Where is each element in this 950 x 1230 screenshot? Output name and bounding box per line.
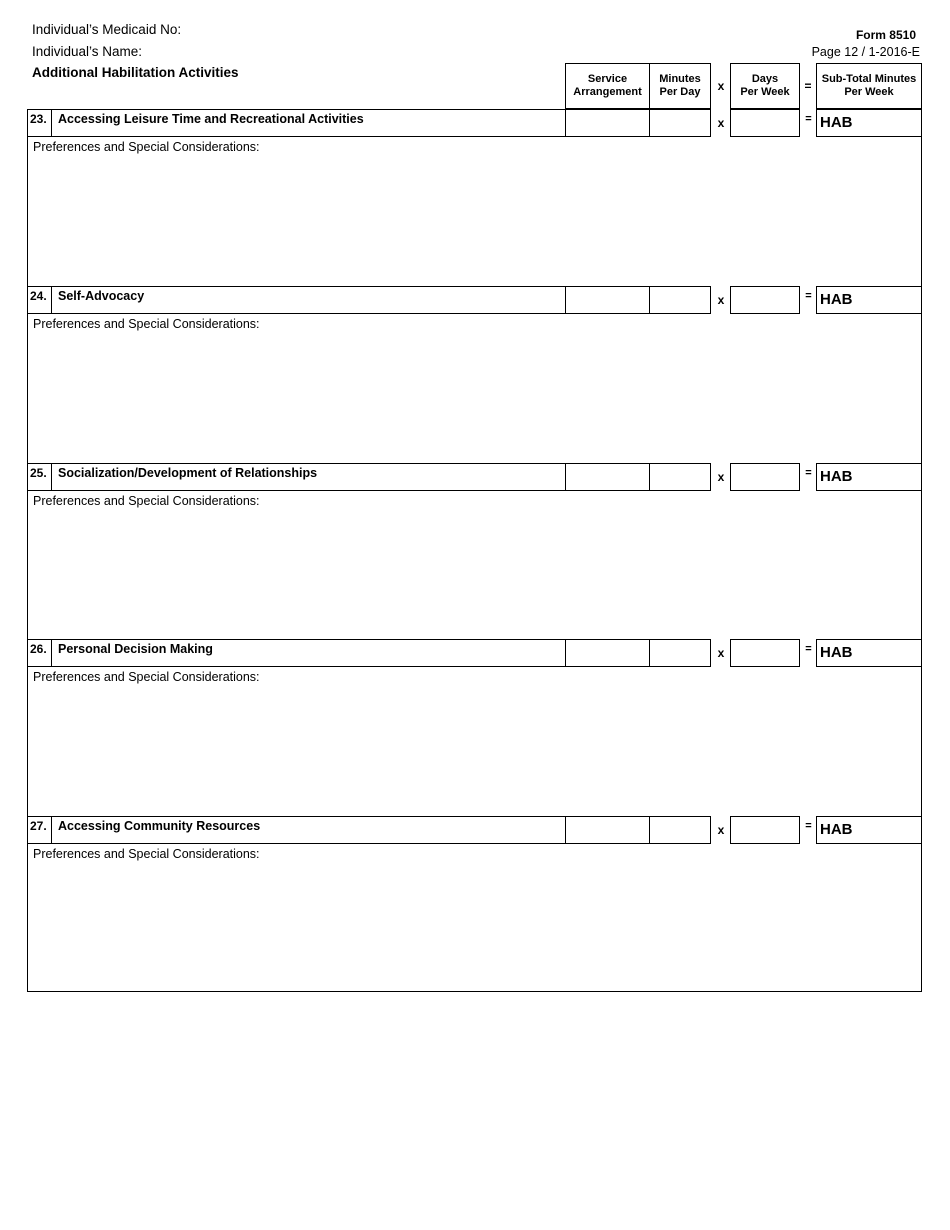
days-per-week-field[interactable] <box>730 109 800 137</box>
activity-title: Accessing Community Resources <box>51 816 566 844</box>
individual-name-label: Individual’s Name: <box>32 44 143 59</box>
activity-row-23 <box>27 109 922 137</box>
column-header-days-per-week: Days Per Week <box>730 63 800 109</box>
equals-symbol: = <box>805 290 812 302</box>
times-symbol: x <box>717 823 725 837</box>
table-bottom-border <box>27 991 922 992</box>
activity-row-26 <box>27 639 922 667</box>
times-symbol: x <box>717 470 725 484</box>
preferences-area[interactable] <box>27 844 922 992</box>
activity-title: Personal Decision Making <box>51 639 566 667</box>
times-symbol: x <box>717 116 725 130</box>
service-arrangement-field[interactable] <box>565 816 650 844</box>
preferences-label: Preferences and Special Considerations: <box>33 317 260 331</box>
activity-title: Socialization/Development of Relationships <box>51 463 566 491</box>
activity-number: 26. <box>27 639 52 667</box>
activity-title: Accessing Leisure Time and Recreational Activities <box>51 109 566 137</box>
activity-title: Self-Advocacy <box>51 286 566 314</box>
days-per-week-field[interactable] <box>730 639 800 667</box>
equals-symbol: = <box>805 113 812 125</box>
preferences-label: Preferences and Special Considerations: <box>33 670 260 684</box>
subtotal-field[interactable]: HAB <box>816 109 922 137</box>
medicaid-number-label: Individual’s Medicaid No: <box>32 22 182 37</box>
activity-number: 27. <box>27 816 52 844</box>
minutes-per-day-field[interactable] <box>649 463 711 491</box>
subtotal-field[interactable]: HAB <box>816 816 922 844</box>
days-per-week-field[interactable] <box>730 816 800 844</box>
form-number: Form 8510 <box>855 28 916 42</box>
column-header-times: x <box>717 79 725 93</box>
days-per-week-field[interactable] <box>730 463 800 491</box>
page-info: Page 12 / 1-2016-E <box>811 45 920 59</box>
column-header-equals: = <box>804 79 812 93</box>
activity-row-27 <box>27 816 922 844</box>
activity-number: 25. <box>27 463 52 491</box>
minutes-per-day-field[interactable] <box>649 286 711 314</box>
activity-number: 24. <box>27 286 52 314</box>
activity-number: 23. <box>27 109 52 137</box>
column-header-subtotal: Sub-Total Minutes Per Week <box>816 63 922 109</box>
times-symbol: x <box>717 293 725 307</box>
preferences-label: Preferences and Special Considerations: <box>33 494 260 508</box>
service-arrangement-field[interactable] <box>565 463 650 491</box>
preferences-label: Preferences and Special Considerations: <box>33 140 260 154</box>
preferences-label: Preferences and Special Considerations: <box>33 847 260 861</box>
equals-symbol: = <box>805 467 812 479</box>
section-title: Additional Habilitation Activities <box>32 65 239 80</box>
column-header-minutes-per-day: Minutes Per Day <box>649 63 711 109</box>
service-arrangement-field[interactable] <box>565 286 650 314</box>
subtotal-field[interactable]: HAB <box>816 463 922 491</box>
preferences-area[interactable] <box>27 137 922 286</box>
column-header-service-arrangement: Service Arrangement <box>565 63 650 109</box>
preferences-area[interactable] <box>27 314 922 463</box>
equals-symbol: = <box>805 643 812 655</box>
days-per-week-field[interactable] <box>730 286 800 314</box>
subtotal-field[interactable]: HAB <box>816 639 922 667</box>
equals-symbol: = <box>805 820 812 832</box>
times-symbol: x <box>717 646 725 660</box>
preferences-area[interactable] <box>27 667 922 816</box>
activity-row-24 <box>27 286 922 314</box>
minutes-per-day-field[interactable] <box>649 639 711 667</box>
activity-row-25 <box>27 463 922 491</box>
preferences-area[interactable] <box>27 491 922 639</box>
service-arrangement-field[interactable] <box>565 639 650 667</box>
minutes-per-day-field[interactable] <box>649 816 711 844</box>
service-arrangement-field[interactable] <box>565 109 650 137</box>
subtotal-field[interactable]: HAB <box>816 286 922 314</box>
minutes-per-day-field[interactable] <box>649 109 711 137</box>
